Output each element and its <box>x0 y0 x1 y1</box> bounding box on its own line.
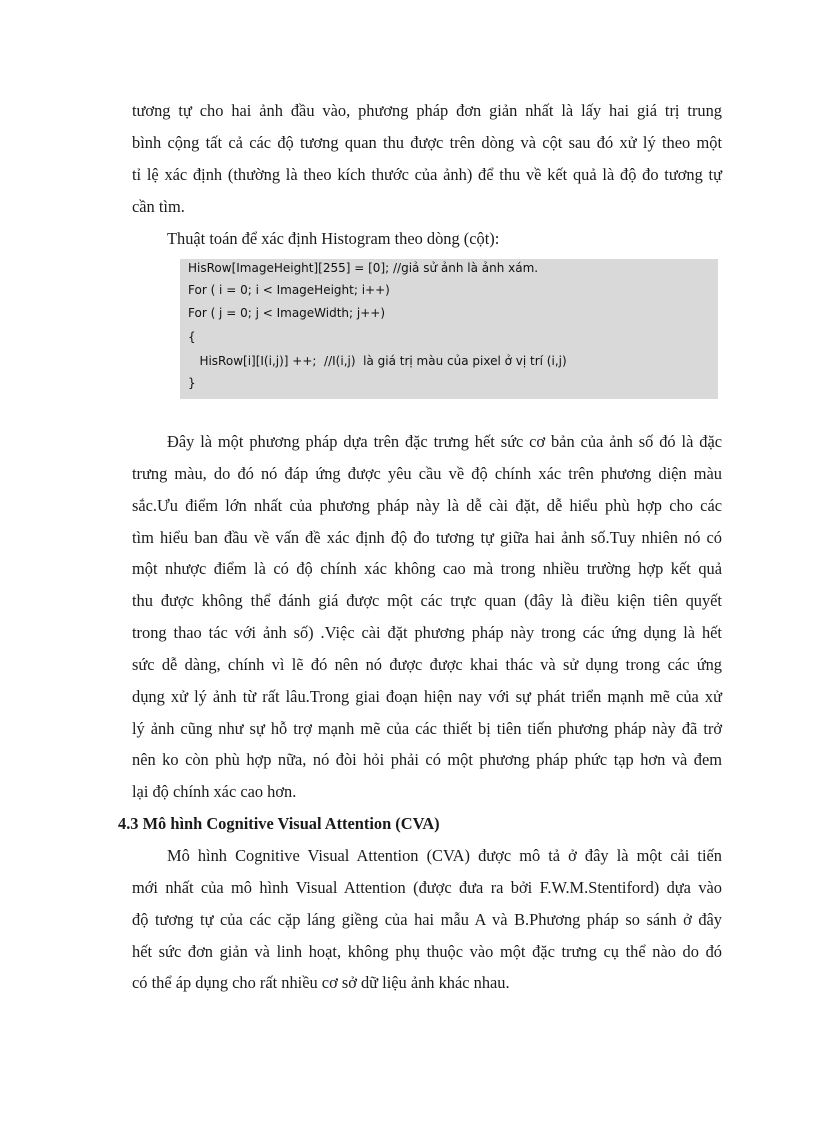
paragraph-line: hết sức đơn giản và linh hoạt, không phụ thuộc vào một đặc trưng cụ thể nào do đó <box>132 942 722 961</box>
paragraph-line: thu được không thể đánh giá được một các trực quan (đây là điều kiện tiên quyết <box>132 591 722 610</box>
code-line: For ( i = 0; i < ImageHeight; i++) <box>188 283 390 297</box>
paragraph-line: độ tương tự của các cặp láng giềng của hai mẫu A và B.Phương pháp so sánh ở đây <box>132 910 722 929</box>
code-line: } <box>188 376 196 390</box>
paragraph-line: sức dễ dàng, chính vì lẽ đó nên nó được được khai thác và sử dụng trong các ứng <box>132 655 722 674</box>
paragraph-line: lại độ chính xác cao hơn. <box>132 782 297 801</box>
paragraph-line: một nhược điểm là có độ chính xác không cao mà trong nhiều trường hợp kết quả <box>132 559 722 578</box>
paragraph-line: có thể áp dụng cho rất nhiều cơ sở dữ liệu ảnh khác nhau. <box>132 973 510 992</box>
paragraph-line: tỉ lệ xác định (thường là theo kích thước của ảnh) để thu về kết quả là độ đo tương tự <box>132 165 722 184</box>
paragraph-line: nên ko còn phù hợp nữa, nó đòi hỏi phải có một phương pháp phức tạp hơn và đem <box>132 750 722 769</box>
paragraph-line: sắc.Ưu điểm lớn nhất của phương pháp này là dễ cài đặt, dễ hiểu phù hợp cho các <box>132 496 722 515</box>
paragraph-line: trong thao tác với ảnh số) .Việc cài đặt phương pháp này trong các ứng dụng là hết <box>132 623 722 642</box>
code-line: For ( j = 0; j < ImageWidth; j++) <box>188 306 386 320</box>
paragraph-line: trưng màu, do đó nó đáp ứng được yêu cầu về độ chính xác trên phương diện màu <box>132 464 722 483</box>
code-line: HisRow[ImageHeight][255] = [0]; //giả sử ảnh là ảnh xám. <box>188 261 539 275</box>
paragraph-line: dụng xử lý ảnh từ rất lâu.Trong giai đoạn hiện nay với sự phát triển mạnh mẽ của xử <box>132 687 722 706</box>
paragraph-line: lý ảnh cũng như sự hỗ trợ mạnh mẽ của các thiết bị tiên tiến phương pháp này đã trở <box>132 719 722 738</box>
code-block <box>180 259 718 399</box>
code-line: HisRow[i][I(i,j)] ++; //I(i,j) là giá trị màu của pixel ở vị trí (i,j) <box>188 354 567 368</box>
paragraph-line: tìm hiểu ban đầu về vấn đề xác định độ đo tương tự giữa hai ảnh số.Tuy nhiên nó có <box>132 528 722 547</box>
algorithm-intro: Thuật toán để xác định Histogram theo dòng (cột): <box>167 229 500 248</box>
paragraph-line: Đây là một phương pháp dựa trên đặc trưng hết sức cơ bản của ảnh số đó là đặc <box>167 432 722 451</box>
paragraph-line: mới nhất của mô hình Visual Attention (được đưa ra bởi F.W.M.Stentiford) dựa vào <box>132 878 722 897</box>
section-heading: 4.3 Mô hình Cognitive Visual Attention (CVA) <box>118 814 440 833</box>
paragraph-line: Mô hình Cognitive Visual Attention (CVA) được mô tả ở đây là một cải tiến <box>167 846 722 865</box>
paragraph-line: cần tìm. <box>132 197 185 216</box>
code-line: { <box>188 330 196 344</box>
paragraph-line: tương tự cho hai ảnh đầu vào, phương pháp đơn giản nhất là lấy hai giá trị trung <box>132 101 722 120</box>
paragraph-line: bình cộng tất cả các độ tương quan thu được trên dòng và cột sau đó xử lý theo một <box>132 133 722 152</box>
